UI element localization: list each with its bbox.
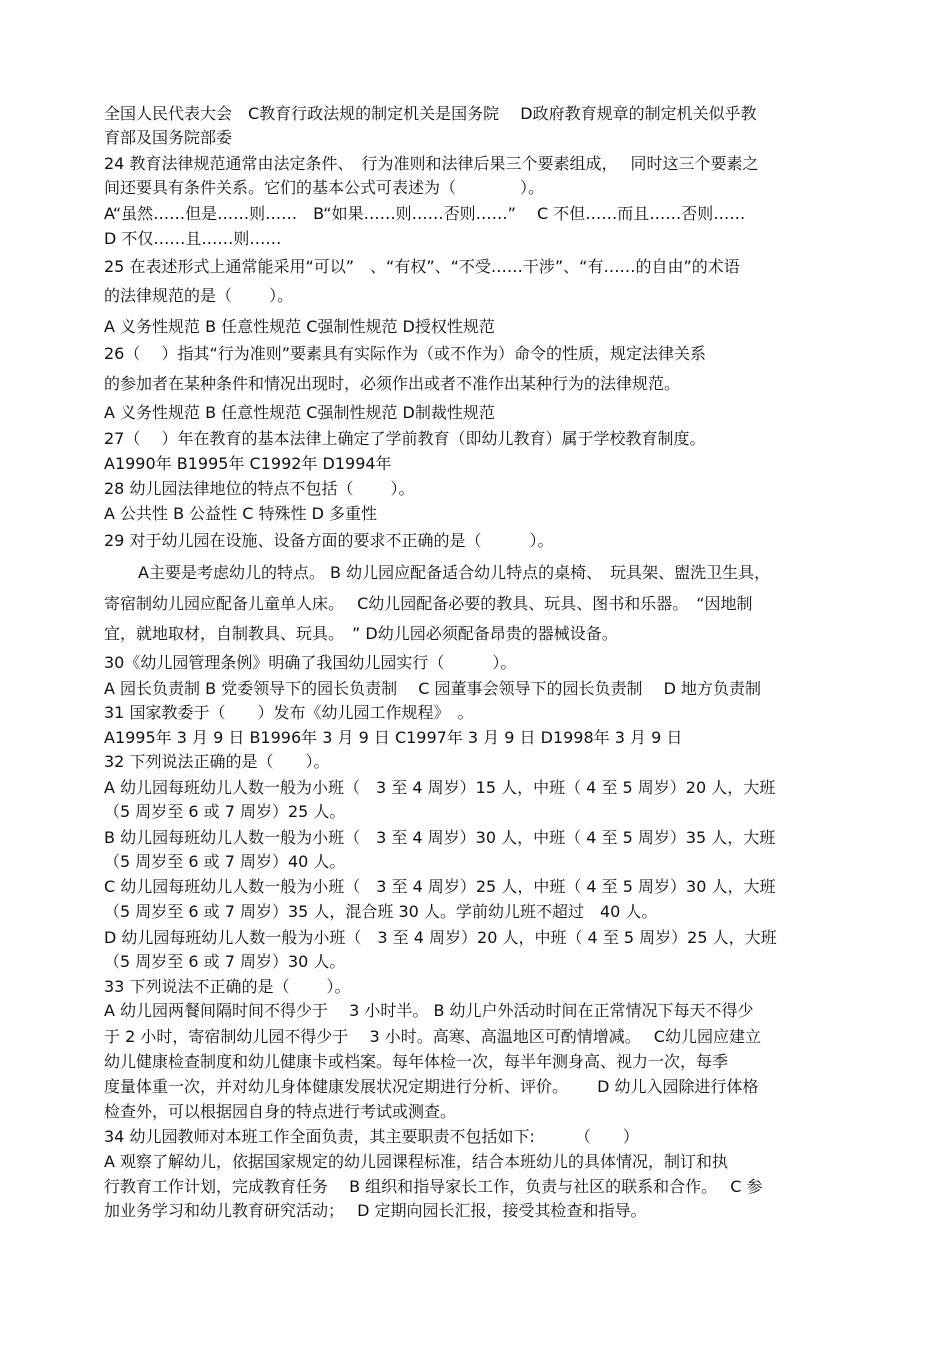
text-line: A 观察了解幼儿，依据国家规定的幼儿园课程标准，结合本班幼儿的具体情况，制订和执: [104, 1152, 729, 1171]
text-line: A1990年 B1995年 C1992年 D1994年: [104, 454, 392, 473]
text-line: 28 幼儿园法律地位的特点不包括（ ）。: [104, 479, 415, 498]
text-line: 34 幼儿园教师对本班工作全面负责，其主要职责不包括如下: （ ）: [104, 1127, 639, 1146]
text-line: 度量体重一次，并对幼儿身体健康发展状况定期进行分析、评价。 D 幼儿入园除进行体格: [104, 1077, 759, 1096]
text-line: A“虽然……但是……则…… B“如果……则……否则……” C 不但……而且……否则……: [104, 204, 746, 223]
text-line: 幼儿健康检查制度和幼儿健康卡或档案。每年体检一次，每半年测身高、视力一次，每季: [104, 1052, 729, 1071]
text-line: A 幼儿园两餐间隔时间不得少于 3 小时半。 B 幼儿户外活动时间在正常情况下每天不得少: [104, 1001, 754, 1020]
text-line: （5 周岁至 6 或 7 周岁）40 人。: [104, 852, 346, 871]
text-line: 24 教育法律规范通常由法定条件、 行为准则和法律后果三个要素组成， 同时这三个要素之: [104, 154, 759, 173]
text-line: 26（ ）指其“行为准则”要素具有实际作为（或不作为）命令的性质，规定法律关系: [104, 344, 707, 363]
text-line: 加业务学习和幼儿教育研究活动； D 定期向园长汇报，接受其检查和指导。: [104, 1201, 647, 1220]
text-line: 全国人民代表大会 C教育行政法规的制定机关是国务院 D政府教育规章的制定机关似乎教: [104, 104, 757, 123]
text-line: 间还要具有条件关系。它们的基本公式可表述为（ ）。: [104, 178, 545, 197]
text-line: 25 在表述形式上通常能采用“可以” 、“有权”、“不受……干涉”、“有……的自由”的术语: [104, 257, 740, 276]
text-line: 行教育工作计划，完成教育任务 B 组织和指导家长工作，负责与社区的联系和合作。 C 参: [104, 1177, 763, 1196]
text-line: A 园长负责制 B 党委领导下的园长负责制 C 园董事会领导下的园长负责制 D 地方负责制: [104, 679, 762, 698]
text-line: （5 周岁至 6 或 7 周岁）35 人，混合班 30 人。学前幼儿班不超过 40 人。: [104, 902, 658, 921]
text-line: D 幼儿园每班幼儿人数一般为小班（ 3 至 4 周岁）20 人，中班（ 4 至 5 周岁）25 人，大班: [104, 928, 777, 947]
text-line: A主要是考虑幼儿的特点。 B 幼儿园应配备适合幼儿特点的桌椅、 玩具架、盥洗卫生具，: [138, 563, 771, 582]
text-line: 31 国家教委于（ ）发布《幼儿园工作规程》 。: [104, 703, 474, 722]
text-line: 于 2 小时，寄宿制幼儿园不得少于 3 小时。高寒、高温地区可酌情增减。 C幼儿园应建立: [104, 1027, 761, 1046]
text-line: D 不仅……且……则……: [104, 229, 282, 248]
text-line: 30《幼儿园管理条例》明确了我国幼儿园实行（ ）。: [104, 653, 517, 672]
text-line: 育部及国务院部委: [104, 128, 233, 147]
text-line: 32 下列说法正确的是（ ）。: [104, 752, 330, 771]
text-line: 33 下列说法不正确的是（ ）。: [104, 977, 351, 996]
text-line: 检查外，可以根据园自身的特点进行考试或测查。: [104, 1102, 457, 1121]
text-line: 27（ ）年在教育的基本法律上确定了学前教育（即幼儿教育）属于学校教育制度。: [104, 429, 706, 448]
text-line: B 幼儿园每班幼儿人数一般为小班（ 3 至 4 周岁）30 人，中班（ 4 至 5 周岁）35 人，大班: [104, 828, 776, 847]
text-line: 的法律规范的是（ ）。: [104, 286, 294, 305]
text-line: A 义务性规范 B 任意性规范 C强制性规范 D授权性规范: [104, 317, 495, 336]
text-line: A 幼儿园每班幼儿人数一般为小班（ 3 至 4 周岁）15 人，中班（ 4 至 5 周岁）20 人，大班: [104, 778, 776, 797]
text-line: （5 周岁至 6 或 7 周岁）25 人。: [104, 802, 346, 821]
text-line: C 幼儿园每班幼儿人数一般为小班（ 3 至 4 周岁）25 人，中班（ 4 至 5 周岁）30 人，大班: [104, 877, 776, 896]
text-line: 寄宿制幼儿园应配备儿童单人床。 C幼儿园配备必要的教具、玩具、图书和乐器。 “因地制: [104, 594, 753, 613]
text-line: A 义务性规范 B 任意性规范 C强制性规范 D制裁性规范: [104, 403, 495, 422]
text-line: 29 对于幼儿园在设施、设备方面的要求不正确的是（ ）。: [104, 531, 554, 550]
text-line: A 公共性 B 公益性 C 特殊性 D 多重性: [104, 504, 378, 523]
text-line: A1995年 3 月 9 日 B1996年 3 月 9 日 C1997年 3 月 9 日 D1998年 3 月 9 日: [104, 728, 683, 747]
text-line: （5 周岁至 6 或 7 周岁）30 人。: [104, 952, 346, 971]
text-line: 宜，就地取材，自制教具、玩具。 ” D幼儿园必须配备昂贵的器械设备。: [104, 624, 618, 643]
text-line: 的参加者在某种条件和情况出现时，必须作出或者不准作出某种行为的法律规范。: [104, 374, 681, 393]
